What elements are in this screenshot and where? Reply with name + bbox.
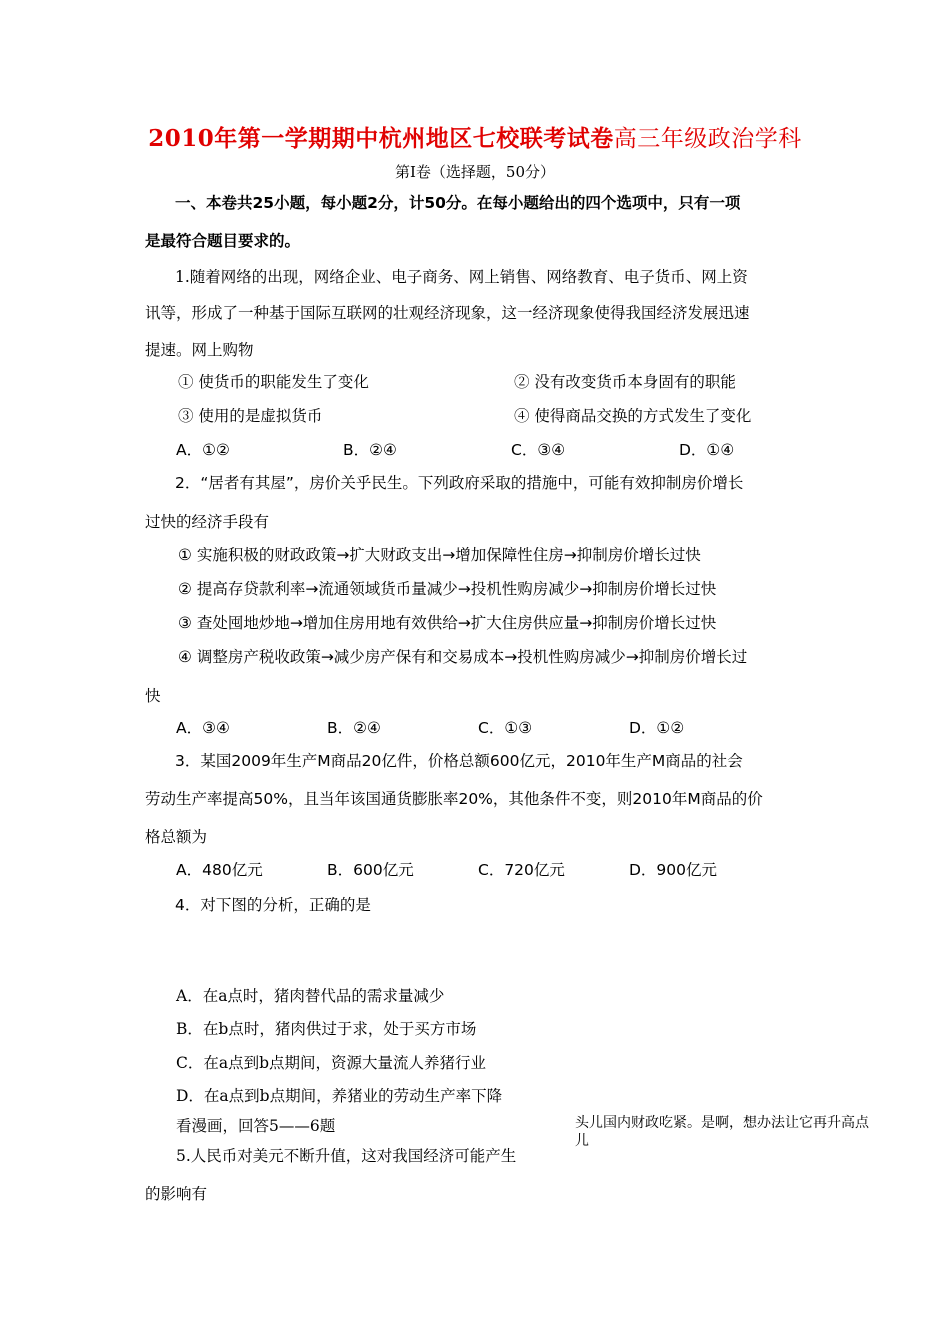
q4-option-d: D．在a点到b点期间，养猪业的劳动生产率下降 (176, 1087, 503, 1105)
q3-option-c: C．720亿元 (478, 861, 565, 879)
q3-stem-2: 劳动生产率提高50%，且当年该国通货膨胀率20%，其他条件不变，则2010年M商品的价 (145, 790, 763, 808)
q4-option-a: A．在a点时，猪肉替代品的需求量减少 (176, 987, 445, 1005)
q2-option-c: C．①③ (478, 719, 533, 737)
q2-option-a: A．③④ (176, 719, 230, 737)
q1-option-d: D．①④ (679, 441, 735, 459)
q2-stem-2: 过快的经济手段有 (145, 513, 270, 531)
exam-title-subject: 高三年级政治学科 (613, 126, 802, 152)
q4-option-c: C．在a点到b点期间，资源大量流人养猪行业 (176, 1054, 487, 1072)
cartoon-intro: 看漫画，回答5——6题 (176, 1117, 336, 1135)
q1-stem-1: 1.随着网络的出现，网络企业、电子商务、网上销售、网络教育、电子货币、网上资 (175, 268, 748, 286)
q2-stem-1: 2．“居者有其屋”，房价关乎民生。下列政府采取的措施中，可能有效抑制房价增长 (175, 474, 744, 492)
q1-statement-4: ④ 使得商品交换的方式发生了变化 (514, 407, 752, 425)
q1-option-a: A．①② (176, 441, 230, 459)
q2-statement-4b: 快 (145, 687, 161, 705)
q3-stem-1: 3．某国2009年生产M商品20亿件，价格总额600亿元，2010年生产M商品的社会 (175, 752, 743, 770)
q2-statement-4a: ④ 调整房产税收政策→减少房产保有和交易成本→投机性购房减少→抑制房价增长过 (178, 648, 748, 666)
q1-statement-3: ③ 使用的是虚拟货币 (178, 407, 323, 425)
instructions-line-1: 一、本卷共25小题，每小题2分，计50分。在每小题给出的四个选项中，只有一项 (175, 194, 741, 212)
q1-stem-3: 提速。网上购物 (145, 341, 254, 359)
q1-option-b: B．②④ (343, 441, 397, 459)
q2-statement-2: ② 提高存贷款利率→流通领域货币量减少→投机性购房减少→抑制房价增长过快 (178, 580, 717, 598)
q2-option-d: D．①② (629, 719, 685, 737)
q2-statement-1: ① 实施积极的财政政策→扩大财政支出→增加保障性住房→抑制房价增长过快 (178, 546, 701, 564)
q3-option-b: B．600亿元 (327, 861, 414, 879)
q4-option-b: B．在b点时，猪肉供过于求，处于买方市场 (176, 1020, 477, 1038)
q5-stem-2: 的影响有 (145, 1185, 208, 1203)
q1-option-c: C．③④ (511, 441, 566, 459)
section-subtitle: 第Ⅰ卷（选择题，50分） (394, 163, 555, 181)
q4-stem: 4．对下图的分析，正确的是 (175, 896, 371, 914)
exam-title-red: 2010年第一学期期中杭州地区七校联考试卷 (148, 125, 614, 152)
cartoon-caption: 头儿国内财政吃紧。是啊，想办法让它再升高点儿 (575, 1115, 869, 1149)
q2-statement-3: ③ 查处囤地炒地→增加住房用地有效供给→扩大住房供应量→抑制房价增长过快 (178, 614, 717, 632)
q3-stem-3: 格总额为 (145, 828, 208, 846)
q1-statement-1: ① 使货币的职能发生了变化 (178, 373, 369, 391)
q1-stem-2: 讯等，形成了一种基于国际互联网的壮观经济现象，这一经济现象使得我国经济发展迅速 (145, 304, 750, 322)
q3-option-a: A．480亿元 (176, 861, 263, 879)
q2-option-b: B．②④ (327, 719, 381, 737)
q5-stem-1: 5.人民币对美元不断升值，这对我国经济可能产生 (176, 1147, 517, 1165)
exam-title (0, 120, 950, 153)
q1-statement-2: ② 没有改变货币本身固有的职能 (514, 373, 736, 391)
instructions-line-2: 是最符合题目要求的。 (145, 232, 301, 250)
q3-option-d: D．900亿元 (629, 861, 718, 879)
